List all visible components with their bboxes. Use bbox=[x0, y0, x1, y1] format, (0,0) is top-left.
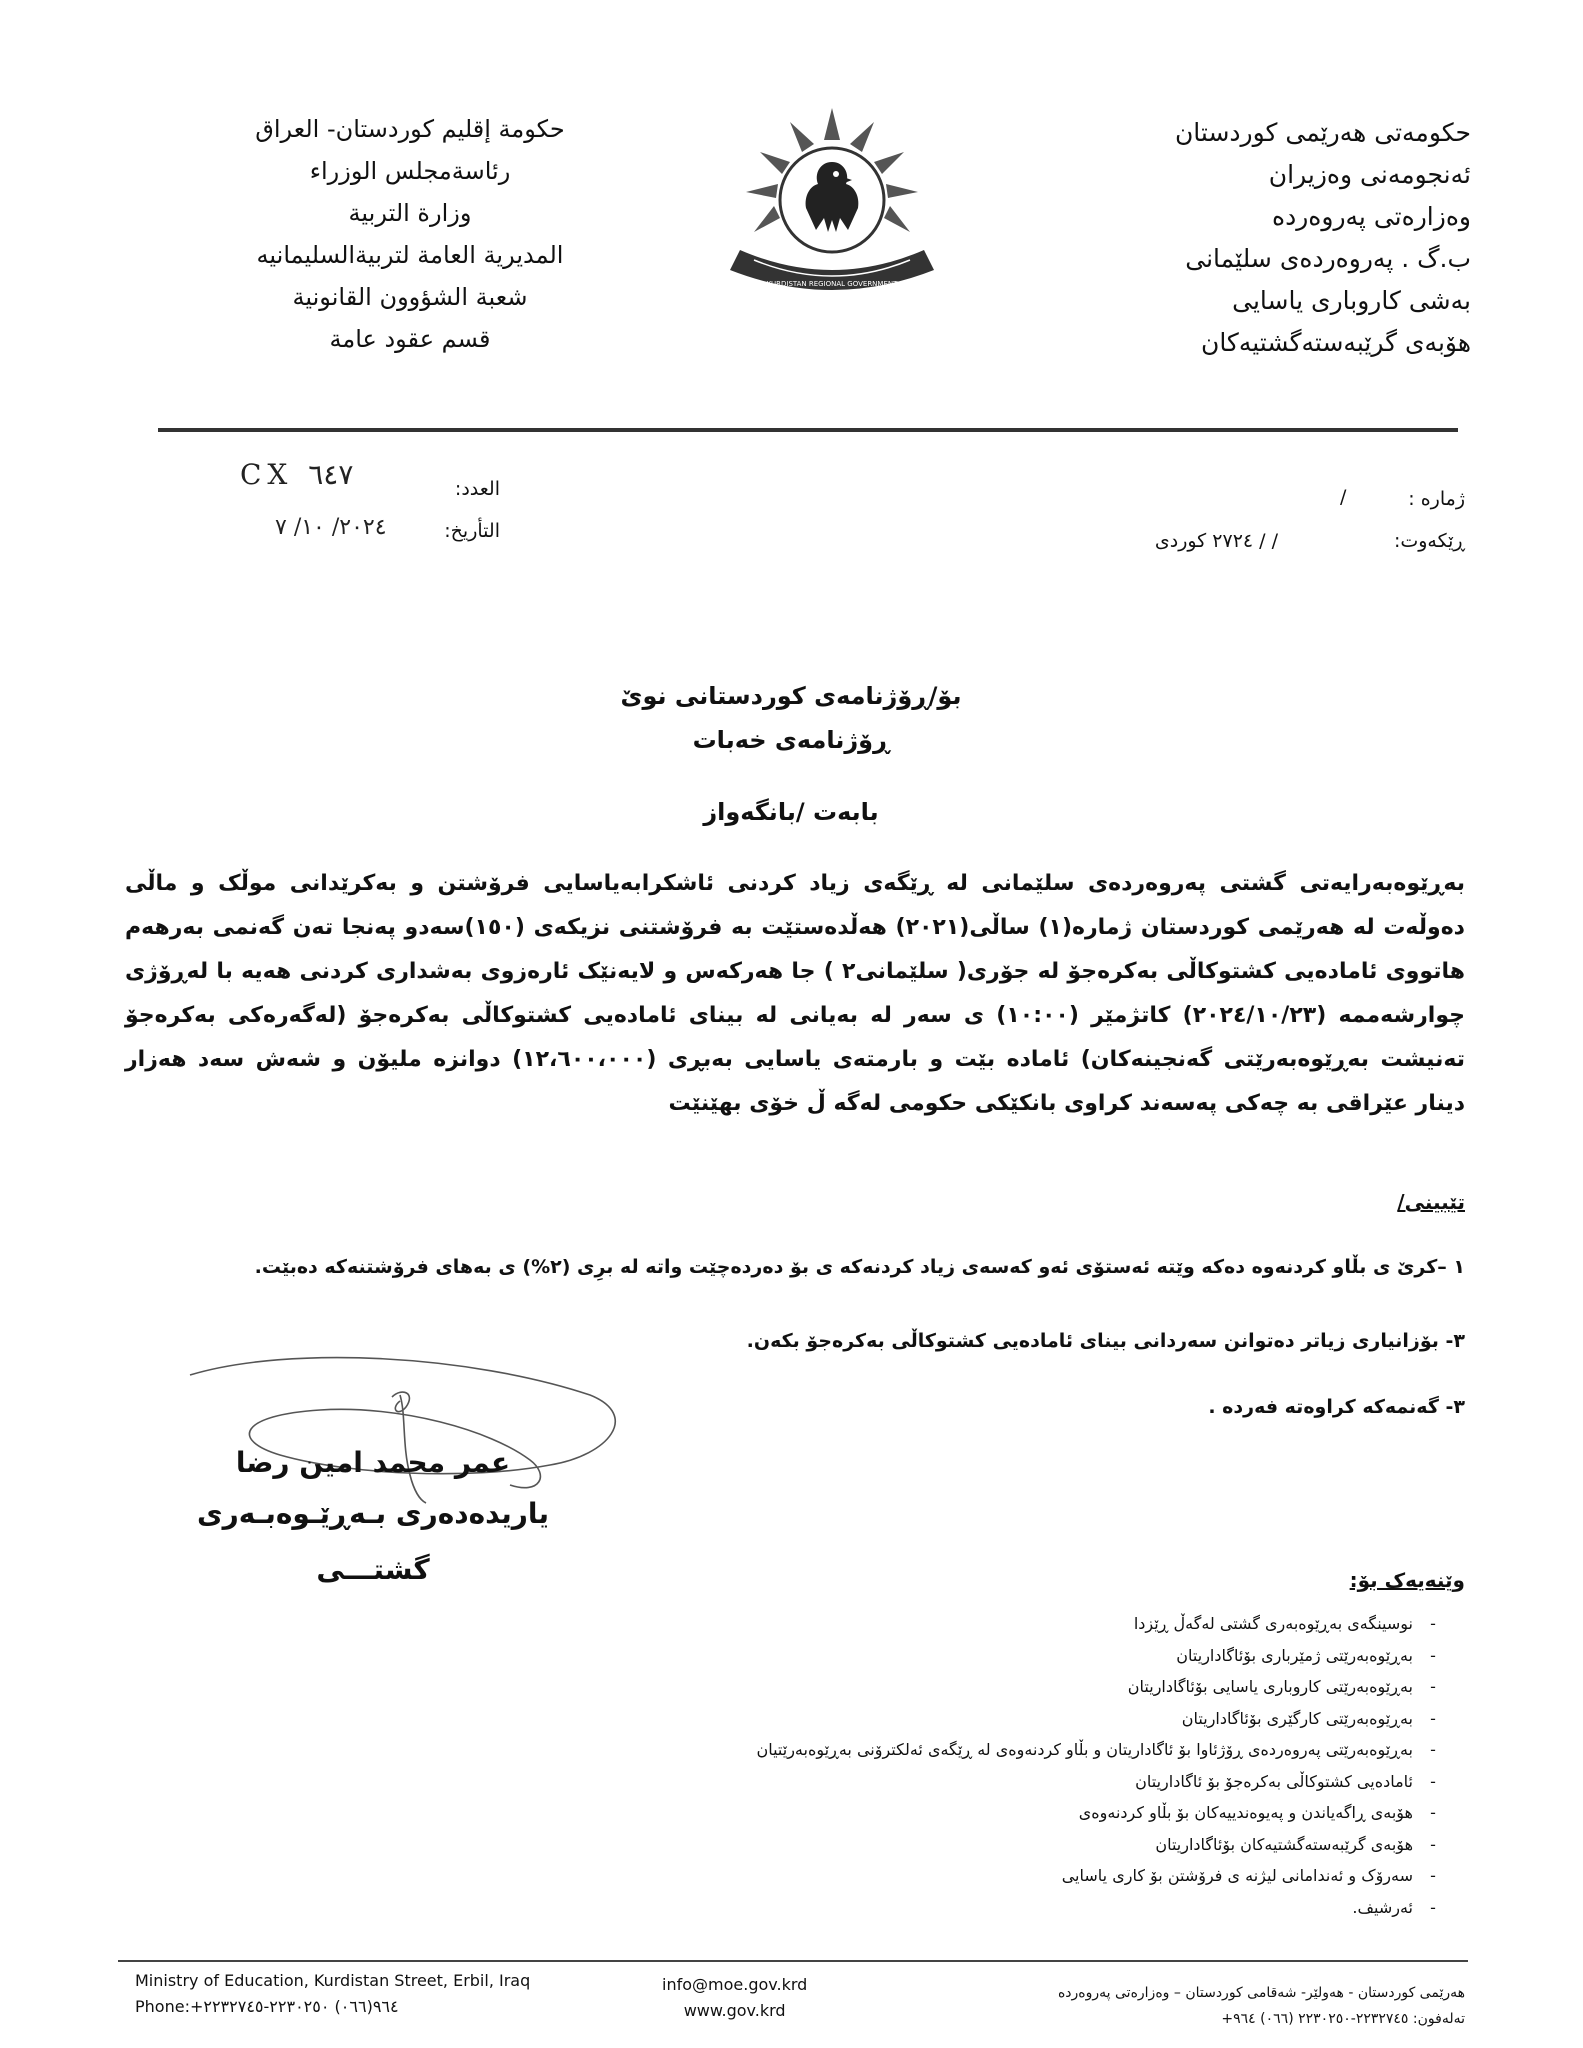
note-item: ١ –کرێ ی بڵاو کردنەوە دەکە وێتە ئەستۆی ئەو کەسەی زیاد کردنەکە ی بۆ دەردەچێت واتە لە برِی (٢%) ی بەهای فرۆشتنەکە دەبێت. bbox=[254, 1256, 1465, 1278]
cc-item: - بەڕێوەبەرێتی کاروباری یاسایی بۆئاگاداریتان bbox=[1127, 1677, 1436, 1697]
ref-date-ku: ڕێکەوت: bbox=[1393, 530, 1465, 552]
footer-address-ku: هەرێمی کوردستان - هەولێر- شەقامی کوردستان – وەزارەتی پەروەردە bbox=[1057, 1985, 1465, 2001]
cc-item: - نوسینگەی بەڕێوەبەری گشتی لەگەڵ ڕێزدا bbox=[1133, 1614, 1436, 1634]
recipient-line: ڕۆژنامەی خەبات bbox=[692, 726, 890, 754]
cc-list bbox=[553, 1608, 1453, 1923]
cc-item: - ئەرشیف. bbox=[1352, 1897, 1436, 1917]
note-item: ٣- بۆزانیاری زیاتر دەتوانن سەردانی بینای ئامادەیی کشتوکاڵی بەکرەجۆ بکەن. bbox=[746, 1330, 1465, 1352]
ref-date-ar: التأريخ: bbox=[444, 520, 500, 542]
header-kurdish-line: وەزارەتی پەروەردە bbox=[1271, 202, 1471, 231]
krg-emblem-icon bbox=[720, 100, 945, 300]
header-kurdish-line: بەشی کاروباری یاسایی bbox=[1232, 286, 1471, 315]
logo-caption: KURDISTAN REGIONAL GOVERNMENT bbox=[766, 280, 898, 288]
header-kurdish bbox=[1031, 112, 1471, 364]
cc-item: - بەڕێوەبەرێتی پەروەردەی ڕۆژئاوا بۆ ئاگاداریتان و بڵاو کردنەوەی لە ڕێگەی ئەلکترۆنی بەڕێوەبەرێتیان bbox=[756, 1740, 1436, 1760]
header-arabic-line: شعبة الشؤوون القانونية bbox=[292, 283, 528, 311]
footer-website: www.gov.krd bbox=[683, 2001, 786, 2020]
ref-date-handwritten: ٢٠٢٤/ ١٠/ ٧ bbox=[275, 515, 387, 540]
notes-title: تێبینی/ bbox=[1397, 1190, 1465, 1214]
ref-date-value-ku: / / ٢٧٢٤ کوردی bbox=[1154, 530, 1278, 552]
cc-item: - ئامادەیی کشتوکاڵی بەکرەجۆ بۆ ئاگاداریتان bbox=[1135, 1771, 1436, 1791]
header-arabic-line: وزارة التربية bbox=[348, 199, 472, 227]
signatory-block bbox=[163, 1440, 583, 1598]
subject-title: بابەت /بانگەواز bbox=[703, 798, 879, 826]
header-kurdish-line: ب.گ . پەروەردەی سلێمانی bbox=[1185, 244, 1471, 273]
body-text: بەڕێوەبەرایەتی گشتی پەروەردەی سلێمانی لە ڕێگەی زیاد کردنی ئاشکرابەیاسایی فرۆشتن و بەکرێدانی موڵک و ماڵی دەوڵەت لە هەرێمی کوردستان ژمارە(١) ساڵی(٢٠٢١) هەڵدەستێت بە فرۆشتنی نزیکەی (١٥٠)سەدو پەنجا تەن گەنمی بەرهەم هاتووی ئامادەیی کشتوکاڵی بەکرەجۆ لە جۆری( سلێمانی٢ ) جا هەرکەس و لایەنێک ئارەزوی بەشداری کردنی هەیە با لەڕۆژی چوارشەممە (٢٠٢٤/١٠/٢٣) کاتژمێر (١٠:٠٠) ی سەر لە بەیانی لە بینای ئامادەیی کشتوکاڵی بەکرەجۆ (لەگەرەکی بەکرەجۆ تەنیشت بەڕێوەبەرێتی گەنجینەکان) ئامادە بێت و بارمتەی یاسایی بەبڕی (١٢،٦٠٠،٠٠٠) دوانزە ملیۆن و شەش سەد هەزار دینار عێراقی بە چەکی پەسەند کراوی بانکێکی حکومی لەگە ڵ خۆی بهێنێت bbox=[125, 871, 1466, 1116]
body-paragraph bbox=[125, 862, 1465, 1126]
cc-title: وێنەیەک بۆ: bbox=[1349, 1568, 1465, 1592]
recipient-line: بۆ/ڕۆژنامەی کوردستانی نوێ bbox=[620, 682, 962, 710]
header-arabic-line: حكومة إقليم كوردستان- العراق bbox=[255, 115, 565, 143]
ref-number-ar: العدد: bbox=[454, 478, 500, 500]
cc-item: - هۆبەی گرێبەستەگشتیەکان بۆئاگاداریتان bbox=[1155, 1834, 1436, 1854]
cc-item: - سەرۆک و ئەندامانی لیژنە ی فرۆشتن بۆ کاری یاسایی bbox=[1061, 1866, 1436, 1886]
cc-item: - هۆبەی ڕاگەیاندن و پەیوەندییەکان بۆ بڵاو کردنەوەی bbox=[1078, 1803, 1436, 1823]
ref-number-handwritten: CX ٦٤٧ bbox=[240, 458, 354, 491]
footer-email: info@moe.gov.krd bbox=[662, 1975, 808, 1994]
footer-divider bbox=[118, 1960, 1468, 1962]
footer-phone-ku: تەلەفون: ٢٢٣٢٧٤٥-٢٢٣٠٢٥٠ (٠٦٦) ٩٦٤+ bbox=[1221, 2011, 1465, 2027]
header-divider bbox=[158, 428, 1458, 432]
footer-center bbox=[662, 1972, 807, 2024]
header-arabic-line: قسم عقود عامة bbox=[329, 325, 491, 353]
header-kurdish-line: حکومەتی هەرێمی کوردستان bbox=[1174, 118, 1471, 147]
cc-item: - بەڕێوەبەرێتی ژمێرباری بۆئاگاداریتان bbox=[1176, 1645, 1436, 1665]
header-kurdish-line: ئەنجومەنی وەزیران bbox=[1268, 160, 1471, 189]
header-arabic bbox=[210, 108, 610, 360]
header-arabic-line: رئاسةمجلس الوزراء bbox=[309, 157, 511, 185]
header-kurdish-line: هۆبەی گرێبەستەگشتیەکان bbox=[1200, 328, 1471, 357]
note-item: ٣- گەنمەکە کراوەتە فەردە . bbox=[1208, 1396, 1465, 1418]
footer-right bbox=[1058, 1980, 1465, 2032]
header-arabic-line: المديرية العامة لتربيةالسليمانيه bbox=[256, 241, 564, 269]
ref-number-ku: ژمارە : bbox=[1408, 488, 1465, 510]
footer-address-en: Ministry of Education, Kurdistan Street, Erbil, Iraq bbox=[135, 1971, 531, 1990]
signatory-title: یاریدەدەری بـەڕێـوەبـەری گشتـــی bbox=[197, 1497, 549, 1586]
cc-item: - بەڕێوەبەرێتی کارگێری بۆئاگاداریتان bbox=[1181, 1708, 1436, 1728]
footer-left bbox=[135, 1968, 530, 2020]
signatory-name: عمر محمد امين رضا bbox=[235, 1446, 511, 1479]
ref-number-slash: / bbox=[1340, 486, 1347, 508]
footer-phone-en: Phone:+٩٦٤(٠٦٦) ٢٢٣٠٢٥٠-٢٢٣٢٧٤٥ bbox=[135, 1997, 399, 2016]
